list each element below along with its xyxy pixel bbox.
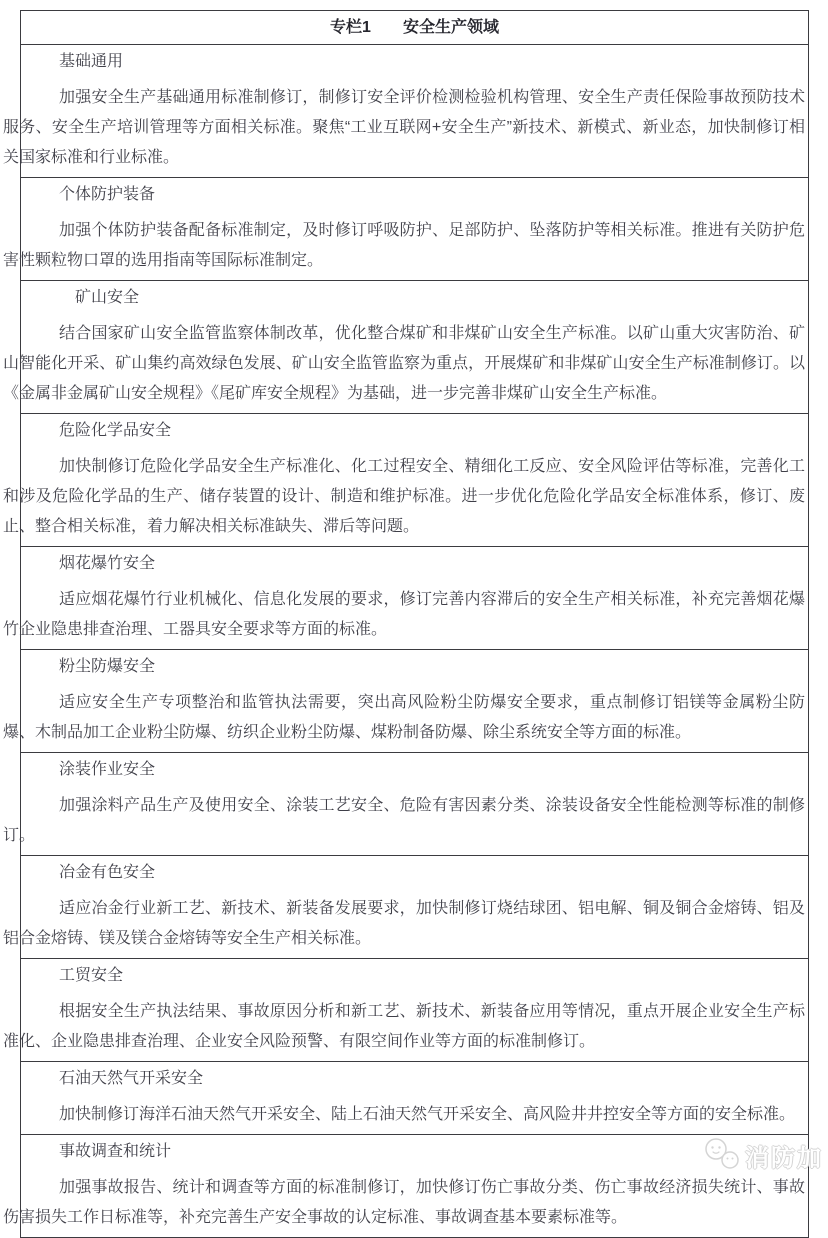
section-row-industry-trade-safety — [3, 959, 808, 1062]
section-row-personal-protective-equipment — [3, 178, 808, 281]
section-body: 加快制修订海洋石油天然气开采安全、陆上石油天然气开采安全、高风险井井控安全等方面的安全标准。 — [59, 1106, 796, 1123]
section-heading: 工贸安全 — [59, 967, 124, 984]
section-row-oil-gas-extraction-safety — [21, 1062, 808, 1135]
section-body: 适应烟花爆竹行业机械化、信息化发展的要求，修订完善内容滞后的安全生产相关标准，补充完善烟花爆竹企业隐患排查治理、工器具安全要求等方面的标准。 — [3, 591, 805, 638]
section-row-hazardous-chemicals-safety — [3, 414, 808, 547]
section-cell — [3, 1064, 805, 1130]
section-body: 结合国家矿山安全监管监察体制改革，优化整合煤矿和非煤矿山安全生产标准。以矿山重大灾害防治、矿山智能化开采、矿山集约高效绿色发展、矿山安全监管监察为重点，开展煤矿和非煤矿山安全生产标准制修订。以《金属非金属矿山安全规程》《尾矿库安全规程》为基础，进一步完善非煤矿山安全生产标准。 — [3, 325, 805, 402]
section-cell — [3, 549, 805, 645]
section-cell — [3, 283, 805, 409]
section-cell — [3, 180, 805, 276]
section-body: 根据安全生产执法结果、事故原因分析和新工艺、新技术、新装备应用等情况，重点开展企业安全生产标准化、企业隐患排查治理、企业安全风险预警、有限空间作业等方面的标准制修订。 — [3, 1003, 805, 1050]
section-cell — [3, 416, 805, 542]
section-cell — [3, 961, 805, 1057]
section-heading: 冶金有色安全 — [59, 864, 156, 881]
watermark-label: 消防加 — [745, 1145, 823, 1172]
section-body: 适应冶金行业新工艺、新技术、新装备发展要求，加快制修订烧结球团、铝电解、铜及铜合金熔铸、铝及铝合金熔铸、镁及镁合金熔铸等安全生产相关标准。 — [3, 900, 805, 947]
section-heading: 危险化学品安全 — [59, 422, 172, 439]
section-cell — [3, 652, 805, 748]
section-row-accident-investigation-statistics — [3, 1135, 808, 1237]
table-title: 专栏1 安全生产领域 — [21, 11, 808, 45]
section-cell — [3, 755, 805, 851]
section-row-metallurgy-nonferrous-safety — [3, 856, 808, 959]
section-heading: 事故调查和统计 — [59, 1143, 172, 1160]
section-cell — [3, 1137, 805, 1233]
section-heading: 基础通用 — [59, 53, 124, 70]
section-row-basic-general — [3, 45, 808, 178]
section-heading: 矿山安全 — [75, 289, 140, 306]
section-heading: 粉尘防爆安全 — [59, 658, 156, 675]
section-body: 加快制修订危险化学品安全生产标准化、化工过程安全、精细化工反应、安全风险评估等标准，完善化工和涉及危险化学品的生产、储存装置的设计、制造和维护标准。进一步优化危险化学品安全标准体系，修订、废止、整合相关标准，着力解决相关标准缺失、滞后等问题。 — [3, 458, 805, 535]
watermark — [702, 1137, 823, 1171]
section-row-dust-explosion-safety — [3, 650, 808, 753]
section-heading: 烟花爆竹安全 — [59, 555, 156, 572]
column-table — [3, 10, 809, 1238]
section-body: 加强个体防护装备配备标准制定，及时修订呼吸防护、足部防护、坠落防护等相关标准。推进有关防护危害性颗粒物口罩的选用指南等国际标准制定。 — [3, 222, 805, 269]
section-row-mine-safety — [3, 281, 808, 414]
section-body: 适应安全生产专项整治和监管执法需要，突出高风险粉尘防爆安全要求，重点制修订铝镁等金属粉尘防爆、木制品加工企业粉尘防爆、纺织企业粉尘防爆、煤粉制备防爆、除尘系统安全等方面的标准。 — [3, 694, 805, 741]
mascot-chat-bubbles-icon — [702, 1137, 742, 1171]
section-row-fireworks-safety — [3, 547, 808, 650]
section-heading: 石油天然气开采安全 — [59, 1070, 204, 1087]
section-heading: 个体防护装备 — [59, 186, 156, 203]
section-cell — [3, 47, 805, 173]
section-body: 加强安全生产基础通用标准制修订，制修订安全评价检测检验机构管理、安全生产责任保险事故预防技术服务、安全生产培训管理等方面相关标准。聚焦“工业互联网+安全生产”新技术、新模式、新业态，加快制修订相关国家标准和行业标准。 — [3, 89, 805, 166]
section-row-painting-operation-safety — [3, 753, 808, 856]
section-cell — [3, 858, 805, 954]
section-body: 加强事故报告、统计和调查等方面的标准制修订，加快修订伤亡事故分类、伤亡事故经济损失统计、事故伤害损失工作日标准等，补充完善生产安全事故的认定标准、事故调查基本要素标准等。 — [3, 1179, 805, 1226]
section-heading: 涂装作业安全 — [59, 761, 156, 778]
section-body: 加强涂料产品生产及使用安全、涂装工艺安全、危险有害因素分类、涂装设备安全性能检测等标准的制修订。 — [3, 797, 805, 844]
